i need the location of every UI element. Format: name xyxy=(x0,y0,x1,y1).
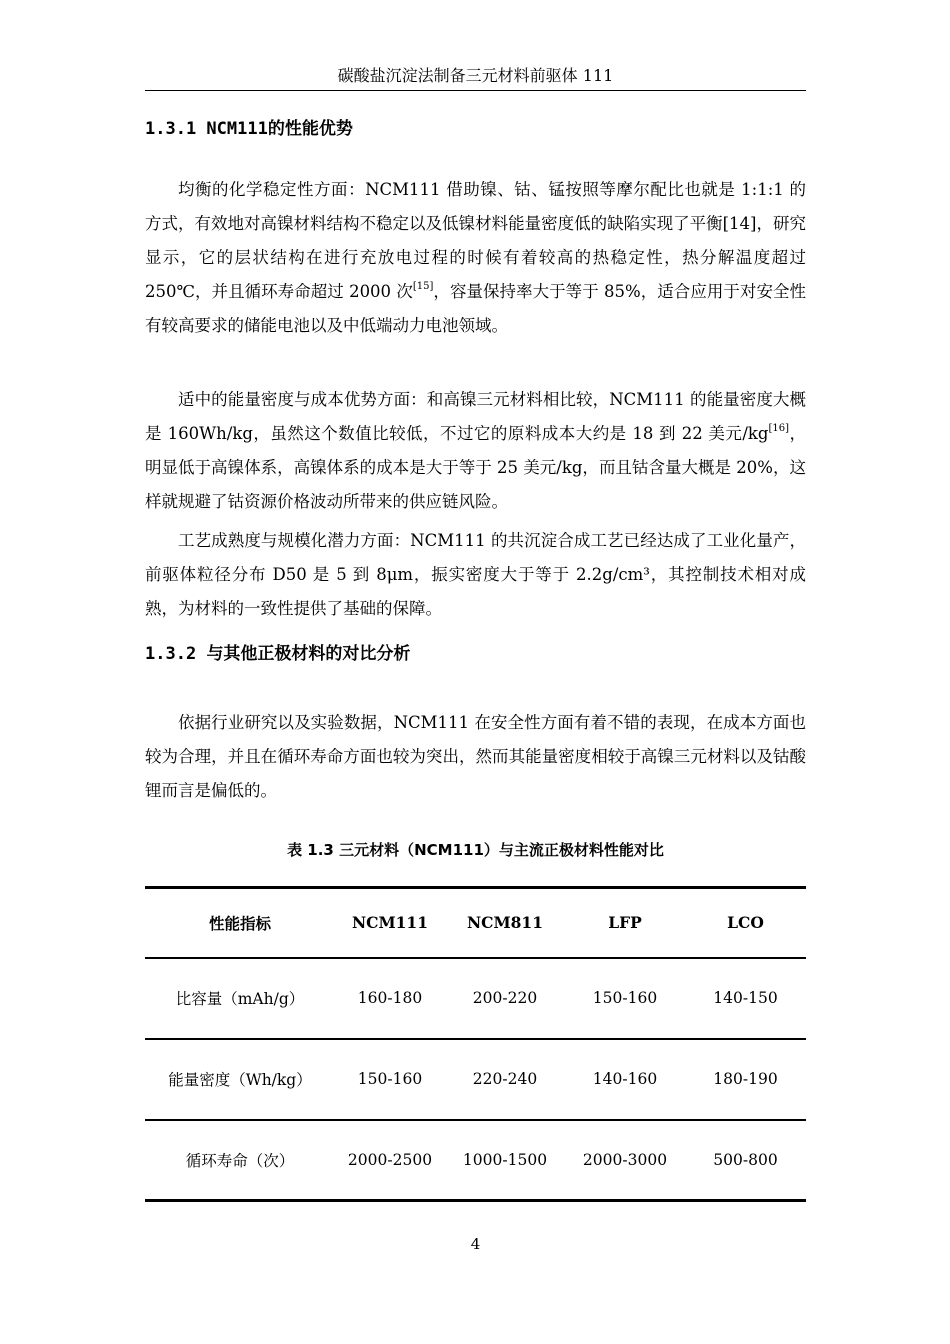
table-cell: 140-160 xyxy=(565,1039,685,1120)
citation-ref: [16] xyxy=(768,422,790,434)
citation-ref: [15] xyxy=(412,280,434,292)
paragraph-text: 均衡的化学稳定性方面：NCM111 借助镍、钴、锰按照等摩尔配比也就是 1:1:1 的方式，有效地对高镍材料结构不稳定以及低镍材料能量密度低的缺陷实现了平衡[14]，研究显示，它的层状结构在进行充放电过程的时候有着较高的热稳定性，热分解温度超过 250℃，并且循环寿命超过 2000 次 xyxy=(145,180,806,301)
running-header: 碳酸盐沉淀法制备三元材料前驱体 111 xyxy=(337,66,614,85)
table-row xyxy=(145,1039,806,1120)
table-header-cell: NCM111 xyxy=(335,888,445,958)
table-header-cell: NCM811 xyxy=(445,888,565,958)
table-header-cell: LCO xyxy=(685,888,806,958)
paragraph-text: ，容量保持率大于等于 85%，适合应用于对安全性有较高要求的储能电池以及中低端动力电池领域。 xyxy=(145,282,807,335)
section-number: 1.3.1 NCM111 xyxy=(145,119,268,139)
table-cell: 150-160 xyxy=(565,958,685,1039)
paragraph-energy-cost xyxy=(145,383,806,519)
table-row xyxy=(145,958,806,1039)
table-cell: 220-240 xyxy=(445,1039,565,1120)
paragraph-process-maturity: 工艺成熟度与规模化潜力方面：NCM111 的共沉淀合成工艺已经达成了工业化量产，前驱体粒径分布 D50 是 5 到 8μm，振实密度大于等于 2.2g/cm³，其控制技术相对成熟，为材料的一致性提供了基础的保障。 xyxy=(145,531,806,618)
table-cell: 180-190 xyxy=(685,1039,806,1120)
table-cell: 比容量（mAh/g） xyxy=(145,958,335,1039)
table-cell: 140-150 xyxy=(685,958,806,1039)
table-row xyxy=(145,1120,806,1201)
header-rule xyxy=(145,90,806,91)
table-header-row xyxy=(145,888,806,958)
table-cell: 200-220 xyxy=(445,958,565,1039)
table-cell: 1000-1500 xyxy=(445,1120,565,1201)
table-cell: 循环寿命（次） xyxy=(145,1120,335,1201)
section-heading-1-3-2 xyxy=(145,643,410,665)
paragraph-chemical-stability xyxy=(145,173,806,343)
performance-comparison-table xyxy=(145,886,806,1202)
table-caption: 表 1.3 三元材料（NCM111）与主流正极材料性能对比 xyxy=(287,841,664,859)
paragraph-text: ，明显低于高镍体系，高镍体系的成本是大于等于 25 美元/kg，而且钴含量大概是 20%，这样就规避了钴资源价格波动所带来的供应链风险。 xyxy=(145,424,806,511)
section-heading-1-3-1 xyxy=(145,118,353,140)
section-title: 与其他正极材料的对比分析 xyxy=(206,644,411,664)
table-header-cell: 性能指标 xyxy=(145,888,335,958)
paragraph-comparison: 依据行业研究以及实验数据，NCM111 在安全性方面有着不错的表现，在成本方面也较为合理，并且在循环寿命方面也较为突出，然而其能量密度相较于高镍三元材料以及钴酸锂而言是偏低的。 xyxy=(145,713,806,800)
table-cell: 能量密度（Wh/kg） xyxy=(145,1039,335,1120)
page-number: 4 xyxy=(470,1235,481,1253)
table-cell: 160-180 xyxy=(335,958,445,1039)
table-cell: 2000-3000 xyxy=(565,1120,685,1201)
section-number: 1.3.2 xyxy=(145,644,197,664)
section-title: 的性能优势 xyxy=(267,119,353,139)
table-cell: 2000-2500 xyxy=(335,1120,445,1201)
paragraph-text: 适中的能量密度与成本优势方面：和高镍三元材料相比较，NCM111 的能量密度大概是 160Wh/kg，虽然这个数值比较低，不过它的原料成本大约是 18 到 22 美元/kg xyxy=(145,390,806,443)
table-header-cell: LFP xyxy=(565,888,685,958)
table-cell: 150-160 xyxy=(335,1039,445,1120)
table-cell: 500-800 xyxy=(685,1120,806,1201)
